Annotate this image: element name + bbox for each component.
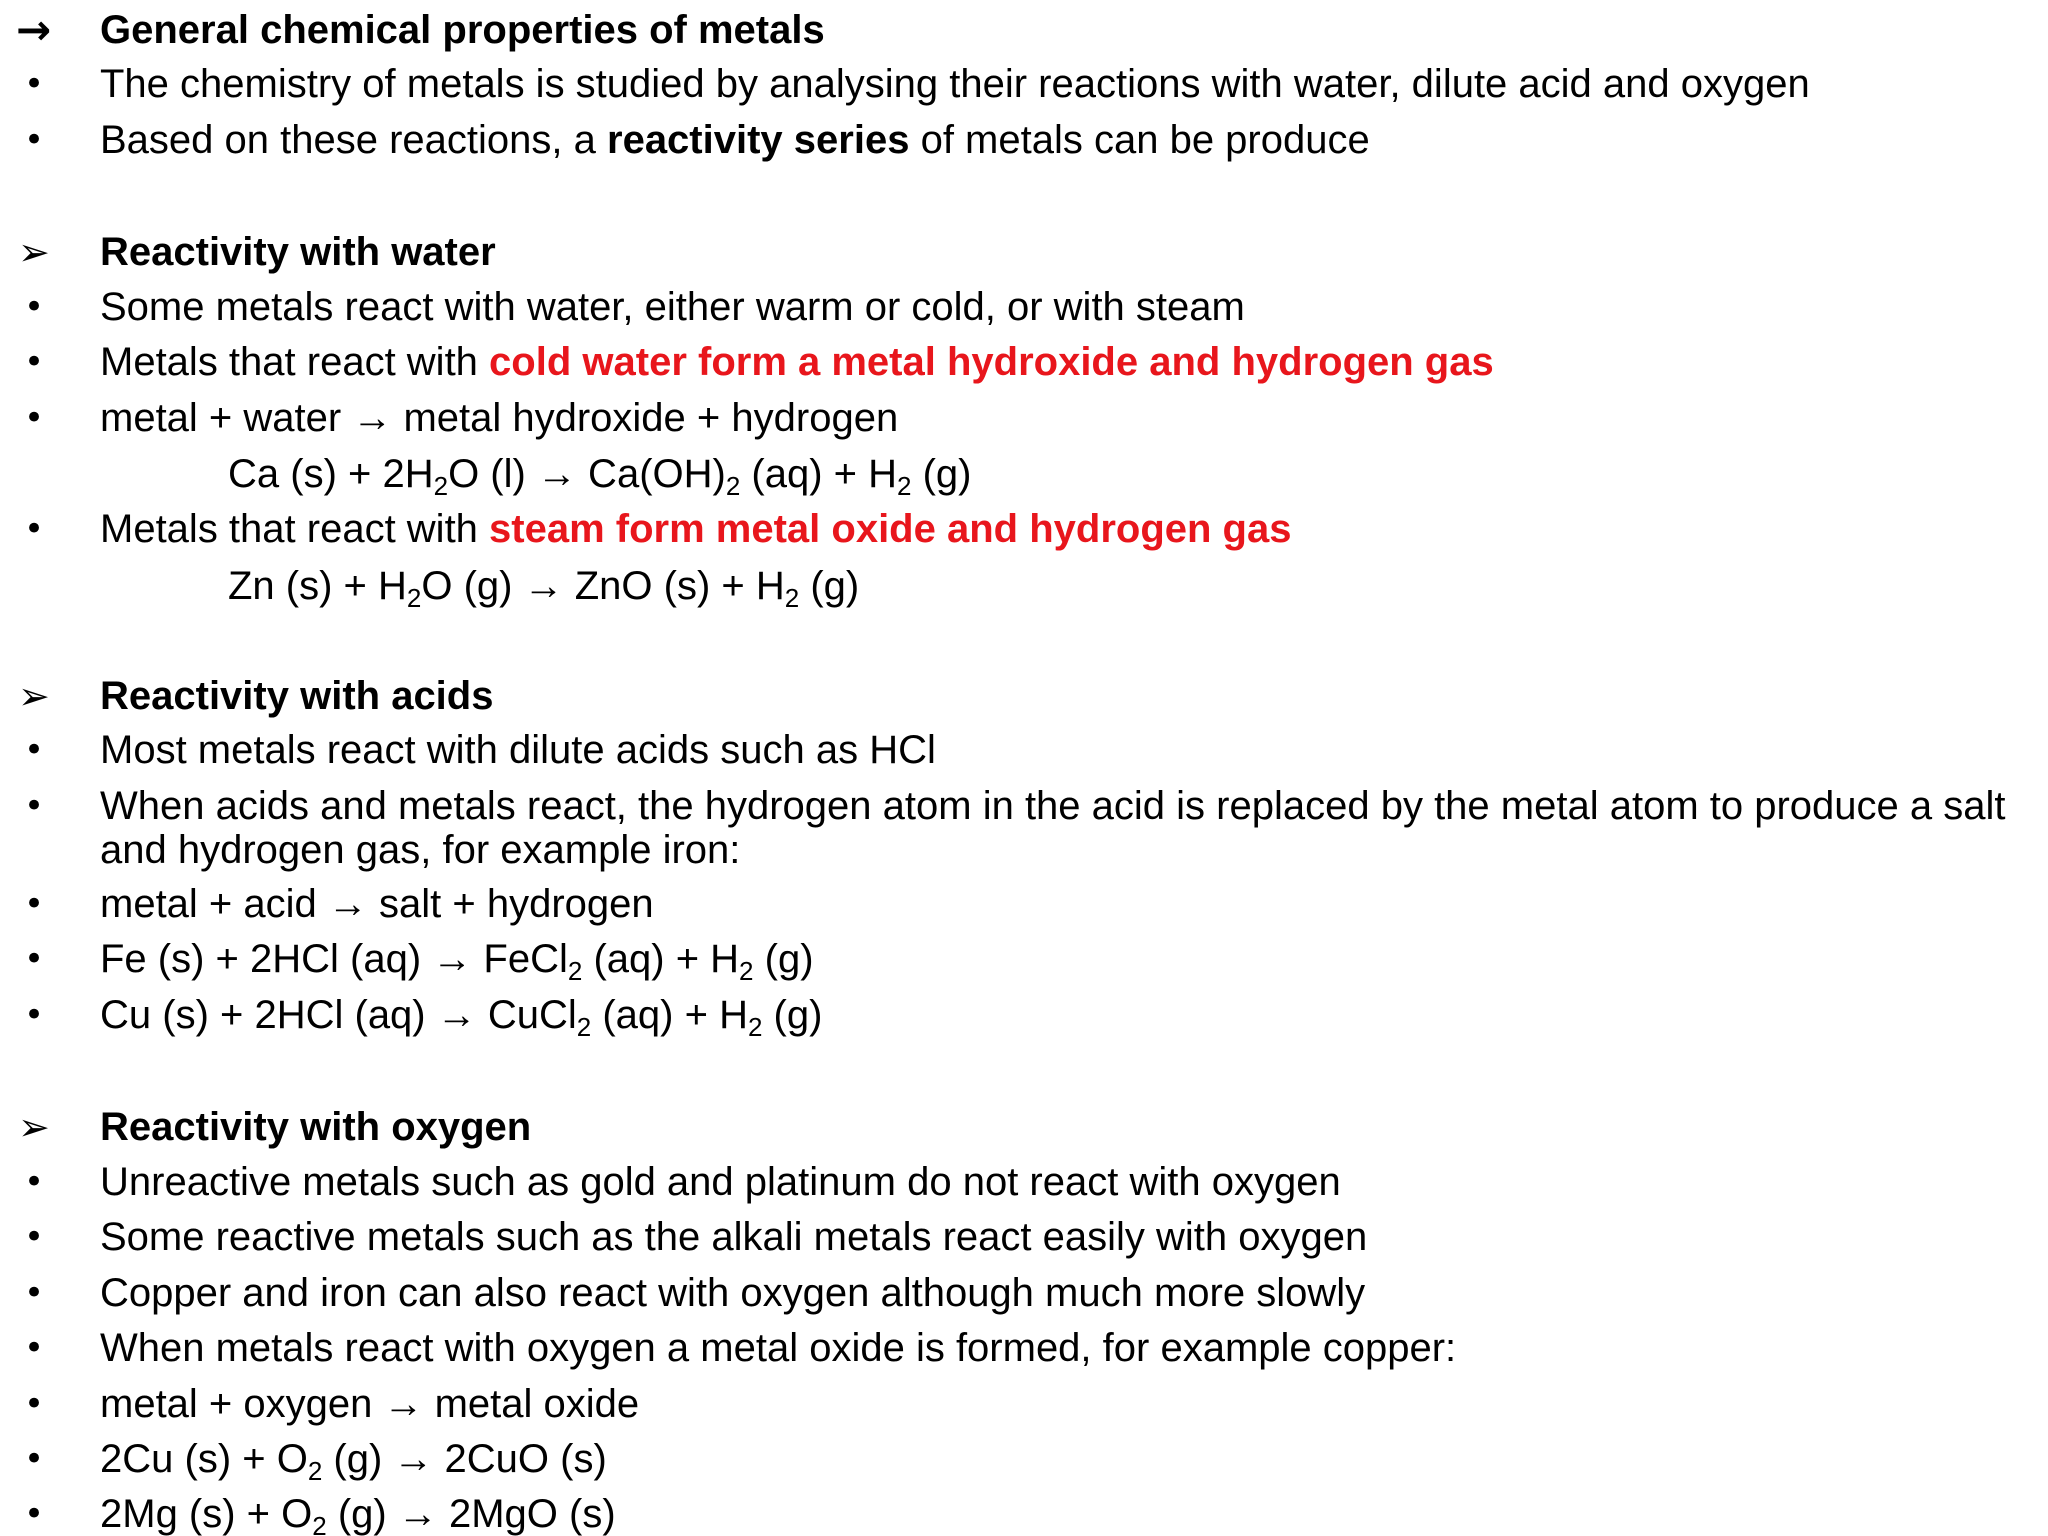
heading-text: General chemical properties of metals (100, 8, 825, 52)
arrowhead-bullet-icon: ➢ (18, 230, 50, 274)
bullet-icon: • (24, 884, 45, 924)
bullet-icon: • (24, 1494, 45, 1534)
heading-text: Reactivity with water (100, 230, 496, 274)
list-item (0, 1488, 2048, 1536)
equation-text: 2Cu $(s) + O_2$ (g) → 2CuO (s) (100, 1437, 607, 1486)
bullet-icon: • (24, 1217, 45, 1257)
word-equation: metal + oxygen → metal oxide (100, 1382, 640, 1426)
list-item (0, 1156, 2048, 1208)
bullet-icon: • (24, 939, 45, 979)
arrowhead-bullet-icon: ➢ (18, 1105, 50, 1149)
bullet-text: Most metals react with dilute acids such as HCl (100, 728, 936, 772)
bullet-icon: • (24, 287, 45, 327)
bullet-text: Some reactive metals such as the alkali metals react easily with oxygen (100, 1215, 1368, 1259)
text-run: Metals that react with (100, 507, 490, 551)
word-equation: metal + acid → salt + hydrogen (100, 882, 654, 926)
bullet-icon: • (24, 342, 45, 382)
bullet-icon: • (24, 120, 45, 160)
heading-text: Reactivity with acids (100, 674, 494, 718)
bullet-icon: • (24, 1162, 45, 1202)
text-run: of metals can be produce (909, 118, 1370, 162)
word-equation: metal + water → metal hydroxide + hydrogen (100, 396, 899, 440)
list-item (0, 281, 2048, 333)
bullet-icon: • (24, 1328, 45, 1368)
bullet-text: Some metals react with water, either warm or cold, or with steam (100, 285, 1245, 329)
bullet-text (100, 114, 2032, 166)
list-item (0, 336, 2048, 388)
reactivity-series-term: reactivity series (607, 118, 910, 162)
bullet-text: When metals react with oxygen a metal oxide is formed, for example copper: (100, 1326, 1457, 1370)
bullet-text (100, 336, 2032, 388)
bullet-icon: • (24, 1384, 45, 1424)
list-item (0, 933, 2048, 985)
bullet-text (100, 503, 2032, 555)
list-item (0, 1267, 2048, 1319)
chemical-equation (0, 448, 2048, 500)
bullet-icon: • (24, 1273, 45, 1313)
list-item (0, 989, 2048, 1041)
section-water-heading (0, 226, 2048, 278)
highlighted-text: cold water form a metal hydroxide and hydrogen gas (489, 340, 1494, 384)
list-item (0, 1433, 2048, 1485)
highlighted-text: steam form metal oxide and hydrogen gas (489, 507, 1292, 551)
bullet-icon: • (24, 509, 45, 549)
bullet-icon: • (24, 995, 45, 1035)
bullet-icon: • (24, 398, 45, 438)
equation-text: Cu (s) + 2HCl (aq) → CuCl$_2$ $(aq) + H_2$ (g) (100, 993, 823, 1042)
list-item (0, 1322, 2048, 1374)
equation-text: Zn $(s) + H_2O$ (g) → ZnO $(s) + H_2$ (g) (228, 564, 860, 613)
chemical-equation (0, 560, 2048, 612)
list-item (0, 114, 2048, 166)
text-run: Based on these reactions, a (100, 118, 607, 162)
list-item (0, 784, 2048, 884)
bullet-text: Unreactive metals such as gold and platinum do not react with oxygen (100, 1160, 1341, 1204)
bullet-icon: • (24, 786, 45, 826)
equation-text: Fe (s) + 2HCl (aq) → FeCl$_2$ $(aq) + H_2$ (g) (100, 937, 814, 986)
section-acids-heading (0, 670, 2048, 722)
list-item (0, 1211, 2048, 1263)
bullet-icon: • (24, 64, 45, 104)
section-oxygen-heading (0, 1101, 2048, 1153)
bullet-text: The chemistry of metals is studied by analysing their reactions with water, dilute acid and oxygen (100, 62, 1810, 106)
heading-text: Reactivity with oxygen (100, 1105, 532, 1149)
list-item (0, 392, 2048, 444)
bullet-icon: • (24, 730, 45, 770)
equation-text: 2Mg $(s) + O_2$ (g) → 2MgO (s) (100, 1492, 616, 1536)
list-item (0, 878, 2048, 930)
list-item (0, 724, 2048, 776)
list-item (0, 503, 2048, 555)
bullet-icon: • (24, 1439, 45, 1479)
section-general-heading (0, 4, 2048, 56)
right-arrow-icon: → (16, 5, 52, 54)
bullet-text: Copper and iron can also react with oxygen although much more slowly (100, 1271, 1366, 1315)
arrowhead-bullet-icon: ➢ (18, 674, 50, 718)
text-run: Metals that react with (100, 340, 490, 384)
equation-text: Ca $(s) + 2H_2O$ $(l) \to Ca(OH)_2$ $(aq) + H_2$ (g) (228, 452, 972, 501)
list-item (0, 1378, 2048, 1430)
bullet-text: When acids and metals react, the hydrogen atom in the acid is replaced by the metal atom to produce a salt and hydrogen gas, for example iron: (100, 784, 2006, 872)
list-item (0, 58, 2048, 110)
